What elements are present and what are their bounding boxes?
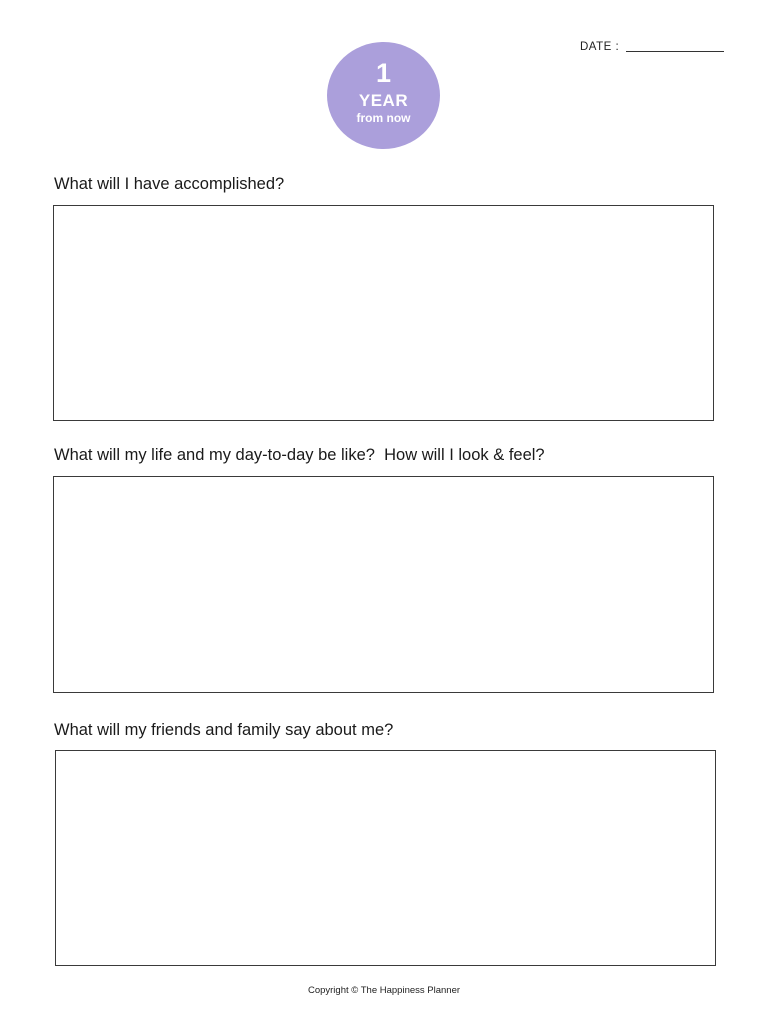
answer-box-accomplished[interactable] (53, 205, 714, 421)
answer-box-life-day-to-day[interactable] (53, 476, 714, 693)
date-input-line[interactable] (626, 51, 724, 52)
question-life-day-to-day: What will my life and my day-to-day be like? How will I look & feel? (54, 446, 545, 464)
timeframe-badge (327, 42, 440, 149)
date-field (580, 40, 724, 54)
question-accomplished: What will I have accomplished? (54, 175, 285, 193)
badge-number: 1 (375, 58, 392, 88)
answer-box-friends-family[interactable] (55, 750, 716, 966)
date-label: DATE : (580, 41, 620, 53)
copyright-footer: Copyright © The Happiness Planner (307, 985, 461, 996)
question-friends-family: What will my friends and family say about me? (54, 721, 394, 739)
badge-unit: YEAR (358, 91, 409, 110)
badge-subtitle: from now (356, 111, 411, 125)
